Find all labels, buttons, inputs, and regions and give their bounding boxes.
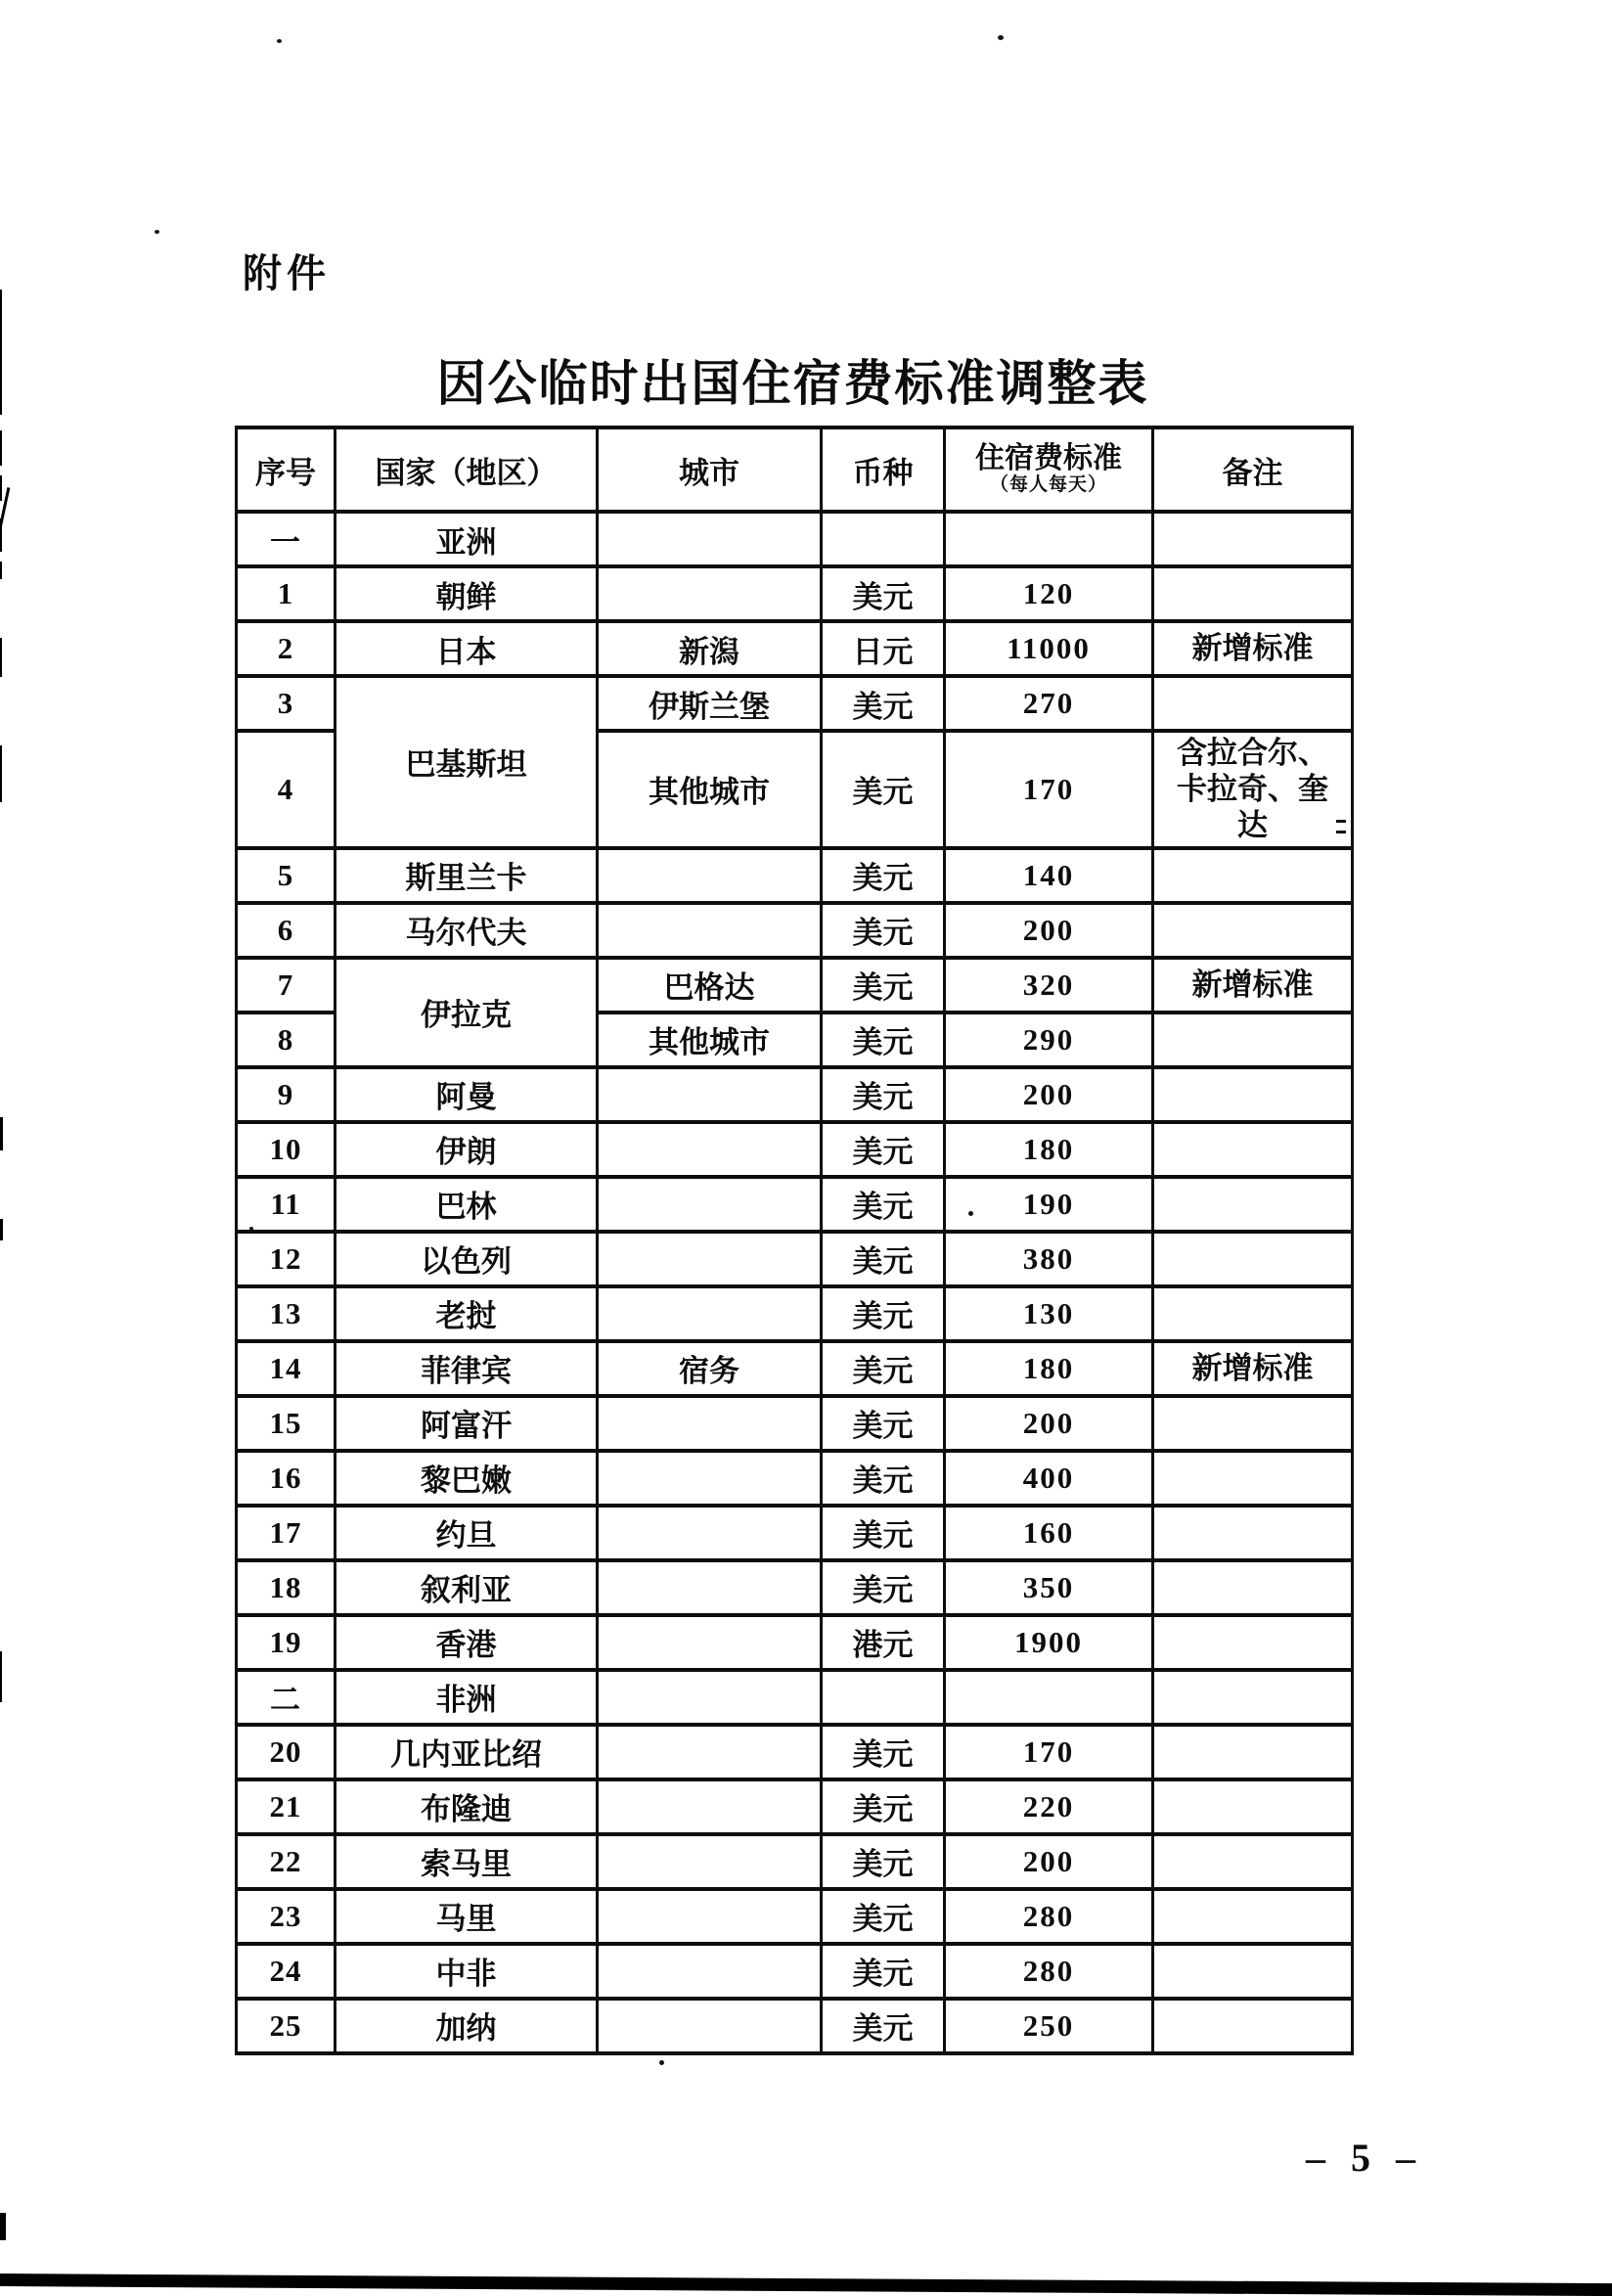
cell-index: 15 <box>237 1396 336 1451</box>
table-row <box>237 958 1353 1013</box>
scan-speck <box>998 35 1004 40</box>
cell-standard: 200 <box>945 1067 1153 1122</box>
cell-standard: 120 <box>945 566 1153 621</box>
cell-currency: 美元 <box>822 848 945 903</box>
cell-country: 朝鲜 <box>336 566 598 621</box>
cell-standard: 400 <box>945 1451 1153 1506</box>
cell-remark <box>1153 1944 1353 1999</box>
cell-country: 非洲 <box>336 1670 598 1725</box>
cell-index: 2 <box>237 621 336 676</box>
cell-remark <box>1153 676 1353 731</box>
scan-edge-artifact <box>0 1117 3 1150</box>
cell-standard: 380 <box>945 1232 1153 1286</box>
table-row <box>237 1725 1353 1779</box>
cell-standard: 170 <box>945 731 1153 848</box>
cell-standard: 200 <box>945 1834 1153 1889</box>
cell-city <box>598 848 822 903</box>
table-row <box>237 566 1353 621</box>
cell-city <box>598 1560 822 1615</box>
cell-currency: 美元 <box>822 1013 945 1067</box>
cell-city <box>598 1232 822 1286</box>
table-row <box>237 1341 1353 1396</box>
header-standard <box>945 428 1153 512</box>
cell-remark: 新增标准 <box>1153 1341 1353 1396</box>
cell-city <box>598 1670 822 1725</box>
cell-standard: 350 <box>945 1560 1153 1615</box>
cell-index: 13 <box>237 1286 336 1341</box>
cell-currency <box>822 512 945 566</box>
scan-speck <box>968 1211 973 1216</box>
table-row <box>237 1122 1353 1177</box>
header-country: 国家（地区） <box>336 428 598 512</box>
cell-country: 中非 <box>336 1944 598 1999</box>
cell-city <box>598 1615 822 1670</box>
cell-remark <box>1153 1067 1353 1122</box>
scan-edge-artifact <box>0 1219 3 1240</box>
cell-standard: 320 <box>945 958 1153 1013</box>
cell-index: 16 <box>237 1451 336 1506</box>
cell-standard: 130 <box>945 1286 1153 1341</box>
cell-country: 叙利亚 <box>336 1560 598 1615</box>
cell-remark <box>1153 848 1353 903</box>
cell-city <box>598 1286 822 1341</box>
cell-remark <box>1153 1177 1353 1232</box>
cell-remark <box>1153 1725 1353 1779</box>
cell-currency: 美元 <box>822 1232 945 1286</box>
cell-standard: 270 <box>945 676 1153 731</box>
header-index: 序号 <box>237 428 336 512</box>
cell-currency: 日元 <box>822 621 945 676</box>
cell-remark <box>1153 1232 1353 1286</box>
cell-index: 25 <box>237 1999 336 2053</box>
cell-country: 加纳 <box>336 1999 598 2053</box>
cell-country: 伊拉克 <box>336 958 598 1067</box>
attachment-label: 附件 <box>243 251 331 295</box>
table-header-row <box>237 428 1353 512</box>
cell-remark <box>1153 1122 1353 1177</box>
cell-country: 菲律宾 <box>336 1341 598 1396</box>
cell-currency: 美元 <box>822 903 945 958</box>
cell-standard: 11000 <box>945 621 1153 676</box>
cell-remark <box>1153 1834 1353 1889</box>
cell-country: 亚洲 <box>336 512 598 566</box>
cell-city: 其他城市 <box>598 1013 822 1067</box>
cell-city <box>598 1122 822 1177</box>
cell-index: 11 <box>237 1177 336 1232</box>
cell-remark <box>1153 1286 1353 1341</box>
cell-currency <box>822 1670 945 1725</box>
cell-city <box>598 1067 822 1122</box>
table-row <box>237 903 1353 958</box>
scan-speck <box>659 2060 664 2065</box>
cell-index: 1 <box>237 566 336 621</box>
cell-country: 黎巴嫩 <box>336 1451 598 1506</box>
cell-city <box>598 1999 822 2053</box>
cell-city <box>598 1177 822 1232</box>
table-row <box>237 1834 1353 1889</box>
cell-country: 阿富汗 <box>336 1396 598 1451</box>
cell-city <box>598 1451 822 1506</box>
cell-remark <box>1153 1615 1353 1670</box>
cell-index: 5 <box>237 848 336 903</box>
cell-remark <box>1153 1396 1353 1451</box>
cell-city: 宿务 <box>598 1341 822 1396</box>
table-row <box>237 1779 1353 1834</box>
section-row <box>237 512 1353 566</box>
cell-remark <box>1153 1560 1353 1615</box>
cell-country: 马里 <box>336 1889 598 1944</box>
cell-standard: 190 <box>945 1177 1153 1232</box>
header-currency: 币种 <box>822 428 945 512</box>
scan-speck <box>277 39 282 43</box>
cell-city <box>598 1834 822 1889</box>
header-standard-main: 住宿费标准 <box>975 442 1122 475</box>
cell-country: 马尔代夫 <box>336 903 598 958</box>
cell-index: 14 <box>237 1341 336 1396</box>
cell-index: 7 <box>237 958 336 1013</box>
cell-remark: 新增标准 <box>1153 958 1353 1013</box>
table-row <box>237 848 1353 903</box>
cell-country: 索马里 <box>336 1834 598 1889</box>
cell-index: 6 <box>237 903 336 958</box>
cell-currency: 美元 <box>822 1341 945 1396</box>
cell-remark <box>1153 1670 1353 1725</box>
cell-remark <box>1153 1999 1353 2053</box>
scan-edge-artifact <box>0 475 2 501</box>
cell-currency: 美元 <box>822 958 945 1013</box>
cell-currency: 美元 <box>822 1834 945 1889</box>
cell-city <box>598 1396 822 1451</box>
cell-currency: 美元 <box>822 566 945 621</box>
cell-country: 斯里兰卡 <box>336 848 598 903</box>
table-row <box>237 1451 1353 1506</box>
cell-standard: 180 <box>945 1341 1153 1396</box>
scan-speck <box>249 1227 253 1231</box>
cell-standard: 280 <box>945 1889 1153 1944</box>
cell-standard: 200 <box>945 1396 1153 1451</box>
cell-standard <box>945 512 1153 566</box>
cell-standard: 170 <box>945 1725 1153 1779</box>
cell-currency: 港元 <box>822 1615 945 1670</box>
cell-index: 10 <box>237 1122 336 1177</box>
cell-currency: 美元 <box>822 731 945 848</box>
cell-index: 12 <box>237 1232 336 1286</box>
table-row <box>237 621 1353 676</box>
cell-currency: 美元 <box>822 1725 945 1779</box>
cell-city: 巴格达 <box>598 958 822 1013</box>
table-row <box>237 1560 1353 1615</box>
cell-standard: 220 <box>945 1779 1153 1834</box>
table-row <box>237 1177 1353 1232</box>
cell-index: 4 <box>237 731 336 848</box>
cell-city: 其他城市 <box>598 731 822 848</box>
scan-corner-artifact <box>0 2213 6 2240</box>
cell-standard: 160 <box>945 1506 1153 1560</box>
cell-remark <box>1153 1779 1353 1834</box>
page-number: – 5 – <box>1306 2136 1423 2180</box>
scan-edge-artifact <box>0 638 2 677</box>
cell-city: 伊斯兰堡 <box>598 676 822 731</box>
cell-index: 21 <box>237 1779 336 1834</box>
cell-index: 9 <box>237 1067 336 1122</box>
cell-currency: 美元 <box>822 1560 945 1615</box>
cell-standard: 1900 <box>945 1615 1153 1670</box>
cell-standard: 200 <box>945 903 1153 958</box>
cell-currency: 美元 <box>822 1999 945 2053</box>
scan-edge-artifact <box>0 430 2 466</box>
cell-standard: 140 <box>945 848 1153 903</box>
cell-index: 24 <box>237 1944 336 1999</box>
cell-standard: 250 <box>945 1999 1153 2053</box>
cell-standard: 290 <box>945 1013 1153 1067</box>
cell-currency: 美元 <box>822 1122 945 1177</box>
cell-country: 以色列 <box>336 1232 598 1286</box>
cell-remark <box>1153 566 1353 621</box>
cell-country: 约旦 <box>336 1506 598 1560</box>
cell-city <box>598 1944 822 1999</box>
cell-remark <box>1153 1451 1353 1506</box>
cell-standard <box>945 1670 1153 1725</box>
cell-currency: 美元 <box>822 1889 945 1944</box>
cell-city: 新潟 <box>598 621 822 676</box>
cell-index: 22 <box>237 1834 336 1889</box>
cell-remark: 含拉合尔、卡拉奇、奎达 <box>1153 731 1353 848</box>
cell-remark: 新增标准 <box>1153 621 1353 676</box>
cell-city <box>598 1779 822 1834</box>
cell-country: 阿曼 <box>336 1067 598 1122</box>
scan-edge-artifact <box>0 745 2 802</box>
cell-country: 布隆迪 <box>336 1779 598 1834</box>
cell-country: 伊朗 <box>336 1122 598 1177</box>
cell-currency: 美元 <box>822 1286 945 1341</box>
cell-remark <box>1153 1889 1353 1944</box>
cell-city <box>598 903 822 958</box>
table-row <box>237 1889 1353 1944</box>
cell-standard: 180 <box>945 1122 1153 1177</box>
cell-index: 3 <box>237 676 336 731</box>
cell-city <box>598 1506 822 1560</box>
cell-country: 老挝 <box>336 1286 598 1341</box>
cell-index: 23 <box>237 1889 336 1944</box>
header-remark: 备注 <box>1153 428 1353 512</box>
cell-currency: 美元 <box>822 1067 945 1122</box>
cell-city <box>598 1889 822 1944</box>
cell-country: 日本 <box>336 621 598 676</box>
table-row <box>237 1232 1353 1286</box>
cell-city <box>598 1725 822 1779</box>
table-row <box>237 1067 1353 1122</box>
cell-currency: 美元 <box>822 1506 945 1560</box>
cell-index: 18 <box>237 1560 336 1615</box>
section-row <box>237 1670 1353 1725</box>
cell-remark <box>1153 1013 1353 1067</box>
cell-remark <box>1153 512 1353 566</box>
table-row <box>237 1396 1353 1451</box>
cell-currency: 美元 <box>822 1396 945 1451</box>
table-row <box>237 1944 1353 1999</box>
cell-country: 巴林 <box>336 1177 598 1232</box>
cell-currency: 美元 <box>822 1177 945 1232</box>
table-row <box>237 1999 1353 2053</box>
cell-index: 8 <box>237 1013 336 1067</box>
table-row <box>237 676 1353 731</box>
cell-country: 几内亚比绍 <box>336 1725 598 1779</box>
cell-city <box>598 512 822 566</box>
table-row <box>237 1506 1353 1560</box>
cell-country: 巴基斯坦 <box>336 676 598 848</box>
scan-dash-artifact <box>1336 831 1346 833</box>
scan-speck <box>155 230 159 234</box>
cell-index: 20 <box>237 1725 336 1779</box>
cell-country: 香港 <box>336 1615 598 1670</box>
scan-edge-artifact <box>0 290 2 415</box>
cell-remark <box>1153 903 1353 958</box>
cell-currency: 美元 <box>822 1944 945 1999</box>
cell-remark <box>1153 1506 1353 1560</box>
scan-edge-artifact <box>0 518 2 552</box>
header-standard-sub: （每人每天） <box>989 474 1107 496</box>
cell-currency: 美元 <box>822 676 945 731</box>
header-city: 城市 <box>598 428 822 512</box>
cell-index: 17 <box>237 1506 336 1560</box>
scan-dash-artifact <box>1336 820 1346 823</box>
page-title: 因公临时出国住宿费标准调整表 <box>436 356 1149 411</box>
scan-edge-artifact <box>0 1651 2 1702</box>
cell-index: 一 <box>237 512 336 566</box>
cell-currency: 美元 <box>822 1779 945 1834</box>
scan-edge-artifact <box>0 562 2 579</box>
cell-index: 19 <box>237 1615 336 1670</box>
cell-index: 二 <box>237 1670 336 1725</box>
accommodation-fee-table <box>235 426 1354 2055</box>
table-row <box>237 1615 1353 1670</box>
table-row <box>237 1286 1353 1341</box>
cell-standard: 280 <box>945 1944 1153 1999</box>
cell-currency: 美元 <box>822 1451 945 1506</box>
cell-city <box>598 566 822 621</box>
